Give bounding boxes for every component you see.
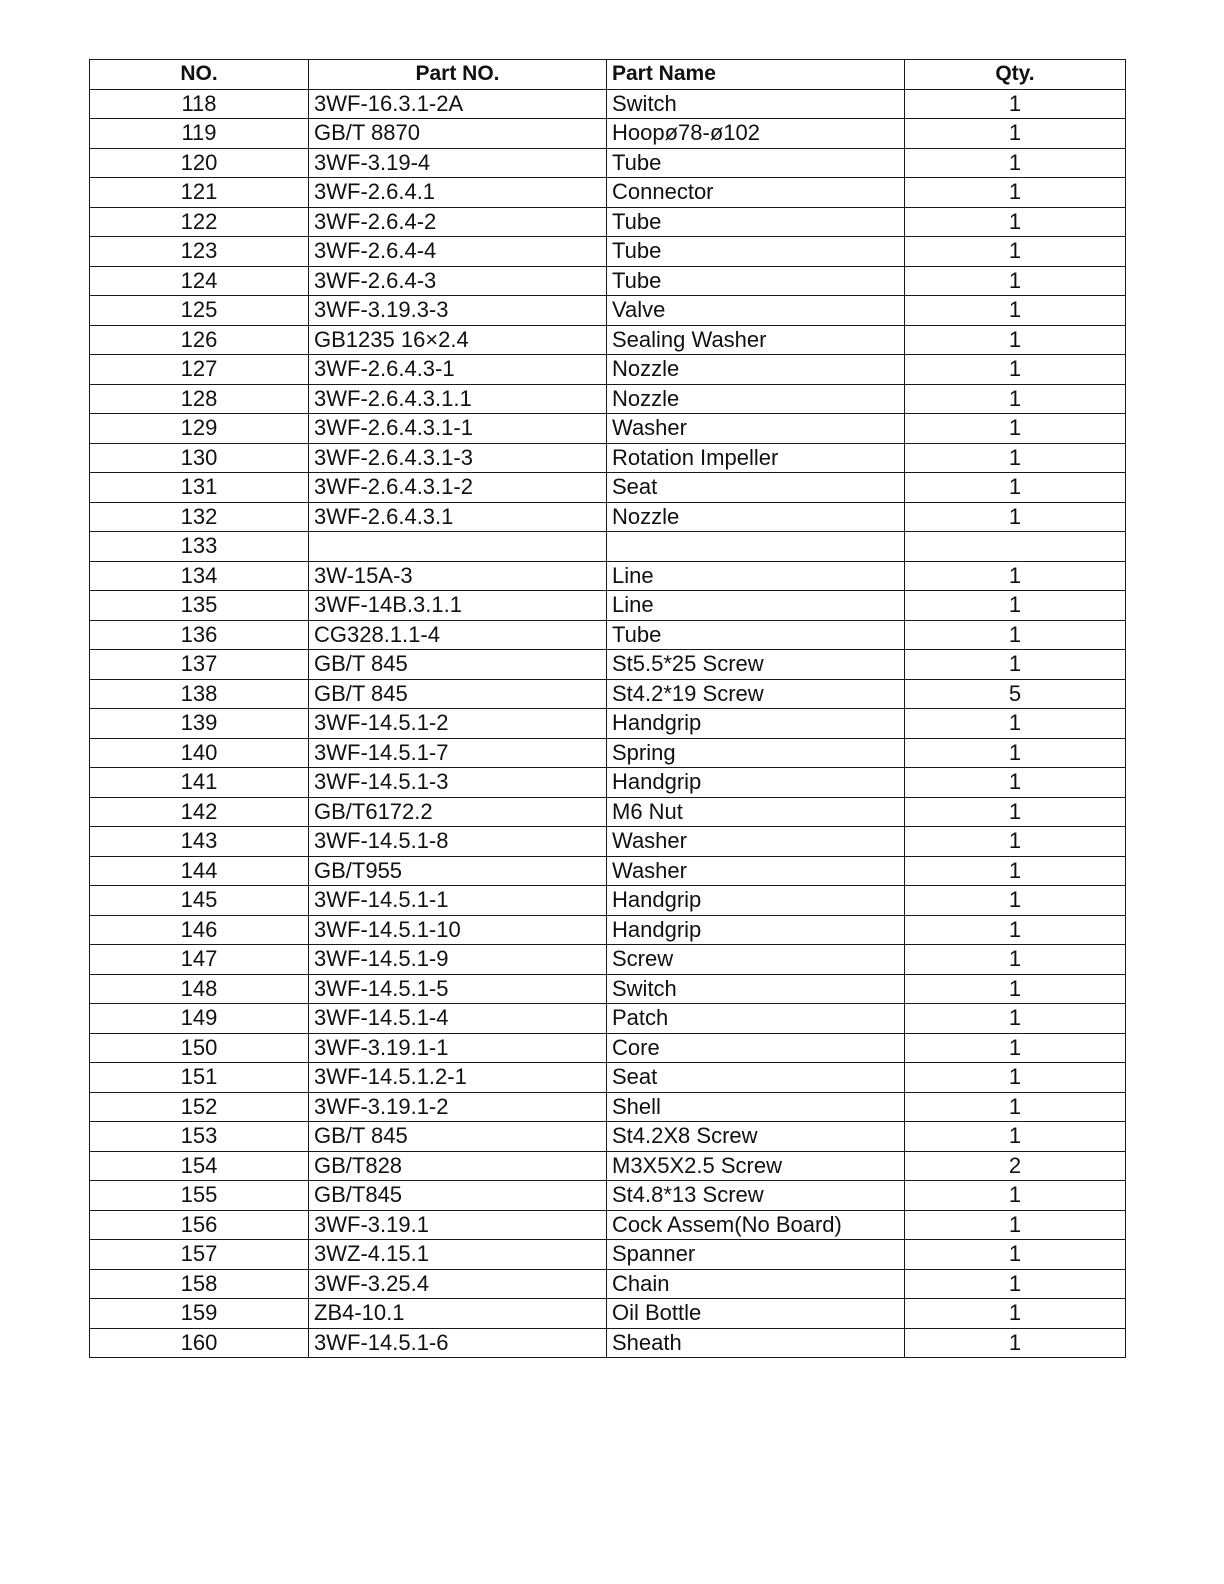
- cell-no: 126: [90, 325, 309, 355]
- cell-qty: 5: [905, 679, 1126, 709]
- table-row: [90, 414, 1126, 444]
- table-row: [90, 355, 1126, 385]
- table-row: [90, 266, 1126, 296]
- cell-part-no: 3WF-3.19.1: [309, 1210, 607, 1240]
- header-part-no: Part NO.: [309, 60, 607, 90]
- cell-qty: 1: [905, 1210, 1126, 1240]
- table-row: [90, 1092, 1126, 1122]
- cell-part-no: 3WF-2.6.4-2: [309, 207, 607, 237]
- cell-no: 157: [90, 1240, 309, 1270]
- cell-part-name: Hoopø78-ø102: [607, 119, 905, 149]
- table-row: [90, 679, 1126, 709]
- table-row: [90, 768, 1126, 798]
- cell-no: 159: [90, 1299, 309, 1329]
- cell-part-name: Connector: [607, 178, 905, 208]
- cell-part-name: Washer: [607, 856, 905, 886]
- cell-part-name: Cock Assem(No Board): [607, 1210, 905, 1240]
- cell-part-name: Shell: [607, 1092, 905, 1122]
- header-no: NO.: [90, 60, 309, 90]
- cell-qty: 1: [905, 650, 1126, 680]
- cell-qty: 1: [905, 591, 1126, 621]
- cell-no: 147: [90, 945, 309, 975]
- cell-qty: 1: [905, 738, 1126, 768]
- cell-part-no: 3WF-3.25.4: [309, 1269, 607, 1299]
- table-row: [90, 384, 1126, 414]
- cell-part-no: [309, 532, 607, 562]
- table-row: [90, 325, 1126, 355]
- cell-no: 134: [90, 561, 309, 591]
- cell-part-name: Seat: [607, 473, 905, 503]
- cell-no: 149: [90, 1004, 309, 1034]
- cell-part-name: Switch: [607, 89, 905, 119]
- cell-qty: 1: [905, 443, 1126, 473]
- cell-part-no: 3WF-16.3.1-2A: [309, 89, 607, 119]
- cell-no: 128: [90, 384, 309, 414]
- cell-no: 133: [90, 532, 309, 562]
- cell-qty: 1: [905, 915, 1126, 945]
- table-row: [90, 119, 1126, 149]
- cell-part-name: Spring: [607, 738, 905, 768]
- cell-no: 151: [90, 1063, 309, 1093]
- cell-part-no: 3WF-2.6.4.3.1.1: [309, 384, 607, 414]
- table-row: [90, 1122, 1126, 1152]
- cell-part-name: Chain: [607, 1269, 905, 1299]
- cell-qty: 1: [905, 207, 1126, 237]
- cell-qty: 2: [905, 1151, 1126, 1181]
- cell-part-no: 3WF-2.6.4.3.1-1: [309, 414, 607, 444]
- table-row: [90, 915, 1126, 945]
- cell-no: 127: [90, 355, 309, 385]
- table-row: [90, 561, 1126, 591]
- cell-no: 122: [90, 207, 309, 237]
- cell-part-no: 3WF-14.5.1-2: [309, 709, 607, 739]
- header-part-name: Part Name: [607, 60, 905, 90]
- cell-part-no: 3WF-3.19.3-3: [309, 296, 607, 326]
- cell-no: 148: [90, 974, 309, 1004]
- cell-part-name: Nozzle: [607, 384, 905, 414]
- cell-part-no: 3WF-14B.3.1.1: [309, 591, 607, 621]
- cell-part-no: 3WF-2.6.4.3.1: [309, 502, 607, 532]
- table-row: [90, 886, 1126, 916]
- table-row: [90, 620, 1126, 650]
- cell-part-no: 3WF-3.19-4: [309, 148, 607, 178]
- cell-no: 124: [90, 266, 309, 296]
- cell-qty: 1: [905, 502, 1126, 532]
- cell-part-no: 3WF-3.19.1-1: [309, 1033, 607, 1063]
- cell-qty: 1: [905, 620, 1126, 650]
- cell-no: 136: [90, 620, 309, 650]
- cell-no: 158: [90, 1269, 309, 1299]
- cell-no: 135: [90, 591, 309, 621]
- cell-no: 145: [90, 886, 309, 916]
- cell-no: 131: [90, 473, 309, 503]
- cell-part-name: Rotation Impeller: [607, 443, 905, 473]
- cell-part-no: 3WF-2.6.4-3: [309, 266, 607, 296]
- table-row: [90, 1063, 1126, 1093]
- table-body: [90, 89, 1126, 1358]
- cell-no: 141: [90, 768, 309, 798]
- table-row: [90, 1240, 1126, 1270]
- table-row: [90, 650, 1126, 680]
- cell-no: 153: [90, 1122, 309, 1152]
- cell-qty: 1: [905, 119, 1126, 149]
- cell-qty: 1: [905, 1328, 1126, 1358]
- table-row: [90, 207, 1126, 237]
- cell-qty: 1: [905, 1063, 1126, 1093]
- table-row: [90, 797, 1126, 827]
- cell-part-name: St4.2*19 Screw: [607, 679, 905, 709]
- cell-qty: 1: [905, 856, 1126, 886]
- cell-part-no: GB/T828: [309, 1151, 607, 1181]
- cell-no: 118: [90, 89, 309, 119]
- cell-part-no: 3WF-14.5.1-5: [309, 974, 607, 1004]
- cell-part-name: Tube: [607, 620, 905, 650]
- cell-part-name: Core: [607, 1033, 905, 1063]
- cell-part-name: [607, 532, 905, 562]
- cell-no: 125: [90, 296, 309, 326]
- table-row: [90, 532, 1126, 562]
- cell-part-name: St4.8*13 Screw: [607, 1181, 905, 1211]
- cell-qty: [905, 532, 1126, 562]
- cell-part-name: St4.2X8 Screw: [607, 1122, 905, 1152]
- table-row: [90, 443, 1126, 473]
- cell-qty: 1: [905, 355, 1126, 385]
- cell-part-name: Nozzle: [607, 355, 905, 385]
- cell-no: 155: [90, 1181, 309, 1211]
- cell-qty: 1: [905, 89, 1126, 119]
- cell-qty: 1: [905, 1299, 1126, 1329]
- cell-qty: 1: [905, 384, 1126, 414]
- cell-no: 129: [90, 414, 309, 444]
- table-row: [90, 178, 1126, 208]
- cell-no: 144: [90, 856, 309, 886]
- cell-qty: 1: [905, 473, 1126, 503]
- cell-no: 156: [90, 1210, 309, 1240]
- table-row: [90, 296, 1126, 326]
- table-row: [90, 738, 1126, 768]
- cell-qty: 1: [905, 1240, 1126, 1270]
- cell-part-name: Nozzle: [607, 502, 905, 532]
- cell-part-no: 3WF-14.5.1-8: [309, 827, 607, 857]
- cell-part-no: 3WF-14.5.1-3: [309, 768, 607, 798]
- table-row: [90, 1151, 1126, 1181]
- cell-part-name: M3X5X2.5 Screw: [607, 1151, 905, 1181]
- cell-part-no: CG328.1.1-4: [309, 620, 607, 650]
- cell-part-name: St5.5*25 Screw: [607, 650, 905, 680]
- table-row: [90, 945, 1126, 975]
- cell-qty: 1: [905, 886, 1126, 916]
- cell-part-name: Switch: [607, 974, 905, 1004]
- cell-part-name: Tube: [607, 237, 905, 267]
- table-row: [90, 591, 1126, 621]
- table-row: [90, 856, 1126, 886]
- table-row: [90, 1210, 1126, 1240]
- cell-no: 154: [90, 1151, 309, 1181]
- cell-no: 123: [90, 237, 309, 267]
- cell-qty: 1: [905, 1092, 1126, 1122]
- table-row: [90, 1181, 1126, 1211]
- cell-part-no: GB/T6172.2: [309, 797, 607, 827]
- cell-part-no: 3WF-14.5.1-9: [309, 945, 607, 975]
- cell-part-no: 3WF-14.5.1.2-1: [309, 1063, 607, 1093]
- cell-qty: 1: [905, 237, 1126, 267]
- table-row: [90, 709, 1126, 739]
- cell-part-name: Handgrip: [607, 768, 905, 798]
- cell-qty: 1: [905, 945, 1126, 975]
- table-row: [90, 1004, 1126, 1034]
- cell-part-name: Handgrip: [607, 709, 905, 739]
- cell-part-name: Sheath: [607, 1328, 905, 1358]
- cell-part-name: Spanner: [607, 1240, 905, 1270]
- cell-qty: 1: [905, 974, 1126, 1004]
- cell-qty: 1: [905, 1269, 1126, 1299]
- table-row: [90, 473, 1126, 503]
- parts-list-table: [89, 59, 1126, 1358]
- cell-qty: 1: [905, 797, 1126, 827]
- cell-qty: 1: [905, 768, 1126, 798]
- cell-qty: 1: [905, 561, 1126, 591]
- cell-part-no: 3WF-2.6.4-4: [309, 237, 607, 267]
- cell-part-name: Handgrip: [607, 915, 905, 945]
- cell-qty: 1: [905, 178, 1126, 208]
- table-row: [90, 502, 1126, 532]
- cell-no: 160: [90, 1328, 309, 1358]
- cell-part-no: 3WF-3.19.1-2: [309, 1092, 607, 1122]
- cell-part-no: GB/T 845: [309, 1122, 607, 1152]
- cell-no: 142: [90, 797, 309, 827]
- table-row: [90, 1033, 1126, 1063]
- cell-part-name: Washer: [607, 827, 905, 857]
- cell-part-no: 3WF-2.6.4.3.1-2: [309, 473, 607, 503]
- cell-qty: 1: [905, 296, 1126, 326]
- cell-part-name: Tube: [607, 207, 905, 237]
- cell-part-name: Oil Bottle: [607, 1299, 905, 1329]
- cell-qty: 1: [905, 827, 1126, 857]
- table-row: [90, 237, 1126, 267]
- cell-qty: 1: [905, 1004, 1126, 1034]
- cell-no: 120: [90, 148, 309, 178]
- cell-qty: 1: [905, 414, 1126, 444]
- cell-qty: 1: [905, 325, 1126, 355]
- cell-part-name: Patch: [607, 1004, 905, 1034]
- table-row: [90, 148, 1126, 178]
- cell-part-no: GB/T 845: [309, 679, 607, 709]
- cell-part-name: Valve: [607, 296, 905, 326]
- cell-part-no: 3WF-2.6.4.1: [309, 178, 607, 208]
- header-qty: Qty.: [905, 60, 1126, 90]
- cell-part-no: GB/T 845: [309, 650, 607, 680]
- cell-no: 139: [90, 709, 309, 739]
- table-row: [90, 89, 1126, 119]
- cell-qty: 1: [905, 709, 1126, 739]
- table-header: [90, 60, 1126, 90]
- cell-no: 152: [90, 1092, 309, 1122]
- cell-no: 119: [90, 119, 309, 149]
- cell-part-no: 3WF-14.5.1-6: [309, 1328, 607, 1358]
- cell-no: 146: [90, 915, 309, 945]
- cell-part-no: 3WF-2.6.4.3.1-3: [309, 443, 607, 473]
- cell-part-no: ZB4-10.1: [309, 1299, 607, 1329]
- cell-part-no: 3WZ-4.15.1: [309, 1240, 607, 1270]
- cell-part-no: 3WF-2.6.4.3-1: [309, 355, 607, 385]
- cell-part-name: Handgrip: [607, 886, 905, 916]
- cell-no: 143: [90, 827, 309, 857]
- cell-part-name: Line: [607, 591, 905, 621]
- cell-part-no: 3W-15A-3: [309, 561, 607, 591]
- table-row: [90, 827, 1126, 857]
- cell-qty: 1: [905, 1181, 1126, 1211]
- cell-qty: 1: [905, 1033, 1126, 1063]
- cell-part-no: 3WF-14.5.1-4: [309, 1004, 607, 1034]
- cell-part-no: 3WF-14.5.1-10: [309, 915, 607, 945]
- cell-part-name: Seat: [607, 1063, 905, 1093]
- cell-qty: 1: [905, 266, 1126, 296]
- cell-part-no: 3WF-14.5.1-7: [309, 738, 607, 768]
- cell-no: 137: [90, 650, 309, 680]
- cell-part-no: GB1235 16×2.4: [309, 325, 607, 355]
- cell-part-no: GB/T845: [309, 1181, 607, 1211]
- table-row: [90, 1269, 1126, 1299]
- table-row: [90, 1328, 1126, 1358]
- cell-part-no: GB/T 8870: [309, 119, 607, 149]
- table-row: [90, 1299, 1126, 1329]
- cell-part-name: M6 Nut: [607, 797, 905, 827]
- cell-no: 130: [90, 443, 309, 473]
- cell-no: 132: [90, 502, 309, 532]
- cell-part-name: Line: [607, 561, 905, 591]
- cell-no: 140: [90, 738, 309, 768]
- table-row: [90, 974, 1126, 1004]
- header-row: [90, 60, 1126, 90]
- cell-part-name: Tube: [607, 266, 905, 296]
- cell-qty: 1: [905, 1122, 1126, 1152]
- cell-no: 121: [90, 178, 309, 208]
- cell-part-name: Tube: [607, 148, 905, 178]
- cell-part-name: Screw: [607, 945, 905, 975]
- cell-part-name: Washer: [607, 414, 905, 444]
- cell-part-name: Sealing Washer: [607, 325, 905, 355]
- cell-qty: 1: [905, 148, 1126, 178]
- cell-no: 150: [90, 1033, 309, 1063]
- cell-part-no: 3WF-14.5.1-1: [309, 886, 607, 916]
- cell-no: 138: [90, 679, 309, 709]
- cell-part-no: GB/T955: [309, 856, 607, 886]
